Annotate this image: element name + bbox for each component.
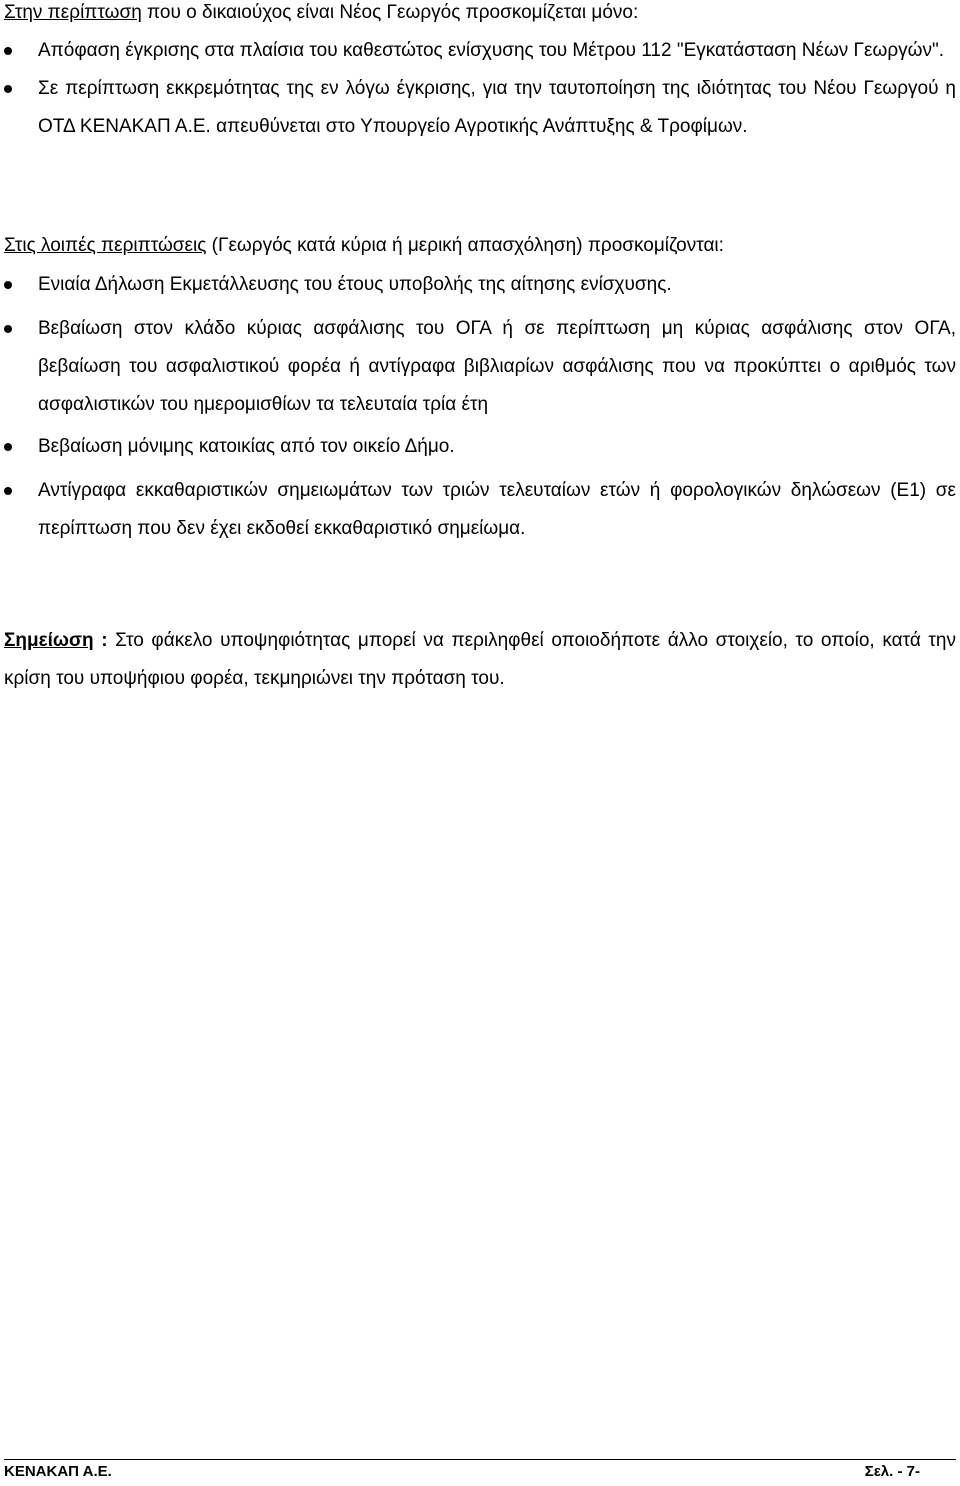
list-item: Βεβαίωση στον κλάδο κύριας ασφάλισης του ΟΓΑ ή σε περίπτωση μη κύριας ασφάλισης στον ΟΓΑ, βεβαίωση του ασφαλιστικού φορέα ή αντίγραφα βιβλιαρίων ασφάλισης που να προκύπτει ο αριθμός των ασφαλιστικών του ημερομισθίων τα τελευταία τρία έτη — [0, 310, 956, 424]
bullet-icon — [4, 443, 12, 451]
other-cases-paragraph — [4, 227, 956, 265]
intro-rest: που ο δικαιούχος είναι Νέος Γεωργός προσκομίζεται μόνο: — [141, 2, 639, 23]
bullet-icon — [4, 487, 12, 495]
new-farmer-document-list — [0, 32, 956, 146]
bullet-icon — [4, 47, 12, 55]
intro-underlined: Στην περίπτωση — [4, 2, 142, 23]
note-text: Στο φάκελο υποψηφιότητας μπορεί να περιληφθεί οποιοδήποτε άλλο στοιχείο, το οποίο, κατά την κρίση του υποψήφιου φορέα, τεκμηριώνει την πρόταση του. — [4, 630, 956, 689]
list-item: Ενιαία Δήλωση Εκμετάλλευσης του έτους υποβολής της αίτησης ενίσχυσης. — [0, 266, 956, 304]
bullet-icon — [4, 85, 12, 93]
list-item: Αντίγραφα εκκαθαριστικών σημειωμάτων των τριών τελευταίων ετών ή φορολογικών δηλώσεων (Ε1) σε περίπτωση που δεν έχει εκδοθεί εκκαθαριστικό σημείωμα. — [0, 472, 956, 548]
note-separator: : — [93, 630, 116, 651]
other-cases-document-list — [0, 266, 956, 548]
bullet-icon — [4, 325, 12, 333]
footer-divider — [4, 1459, 956, 1460]
note-paragraph — [4, 622, 956, 698]
intro-paragraph — [4, 0, 956, 32]
bullet-icon — [4, 281, 12, 289]
list-item: Απόφαση έγκρισης στα πλαίσια του καθεστώτος ενίσχυσης του Μέτρου 112 "Εγκατάσταση Νέων Γεωργών". — [0, 32, 956, 70]
note-label: Σημείωση — [4, 630, 94, 651]
footer-page-number: Σελ. - 7- — [864, 1463, 920, 1480]
list-item: Σε περίπτωση εκκρεμότητας της εν λόγω έγκρισης, για την ταυτοποίηση της ιδιότητας του Νέου Γεωργού η ΟΤΔ ΚΕΝΑΚΑΠ Α.Ε. απευθύνεται στο Υπουργείο Αγροτικής Ανάπτυξης & Τροφίμων. — [0, 70, 956, 146]
other-cases-underlined: Στις λοιπές περιπτώσεις — [4, 235, 207, 256]
list-item: Βεβαίωση μόνιμης κατοικίας από τον οικείο Δήμο. — [0, 428, 956, 466]
footer-organization: ΚΕΝΑΚΑΠ Α.Ε. — [4, 1463, 112, 1480]
other-cases-rest: (Γεωργός κατά κύρια ή μερική απασχόληση) προσκομίζονται: — [206, 235, 724, 256]
